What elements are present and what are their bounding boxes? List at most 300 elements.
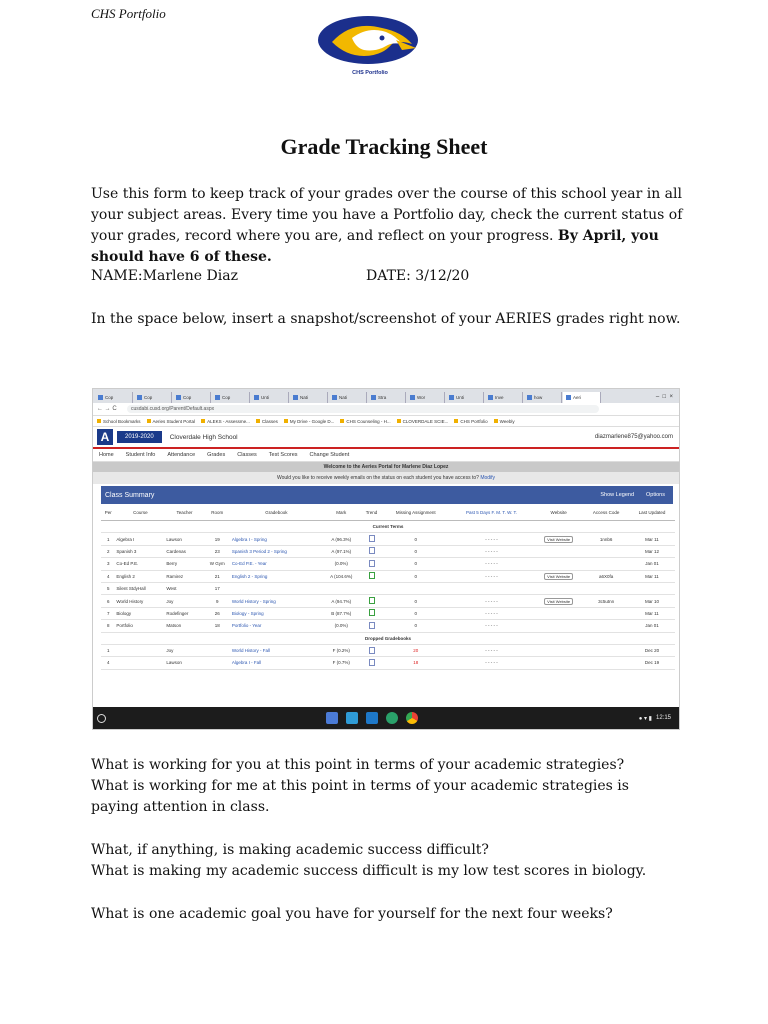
cell-teacher-text: Ramirez (166, 573, 184, 579)
cell-per (101, 620, 115, 632)
aeries-screenshot (92, 388, 680, 730)
cell-course (115, 607, 165, 619)
column-header: Room (204, 504, 231, 521)
cell-mark-text: (0.0%) (334, 561, 348, 567)
cell-website (534, 620, 583, 632)
menu-item: Change Student (309, 452, 350, 458)
tab-favicon-icon (215, 395, 220, 400)
nav-arrows-icon: ← → C (97, 406, 117, 412)
app-icon (366, 712, 378, 724)
trend-icon (361, 595, 383, 607)
cell-days-text: - - - - - (485, 648, 498, 654)
tab-label: Cop (222, 395, 231, 400)
cell-updated (629, 620, 675, 632)
cell-per-text: 1 (106, 536, 110, 542)
cell-missing (382, 570, 449, 582)
cell-website-text: Visit Website (544, 598, 573, 605)
show-legend: Show Legend (600, 492, 635, 498)
bookmark-icon (397, 419, 401, 423)
menu-item: Attendance (167, 452, 196, 458)
class-summary-table (101, 504, 675, 670)
cell-course (115, 595, 165, 607)
tab-label: Nati (339, 395, 348, 400)
os-taskbar (93, 707, 679, 729)
tab-label: how (534, 395, 543, 400)
cell-missing-text: 0 (414, 561, 417, 567)
cell-missing-text: 0 (414, 610, 417, 616)
cell-code (583, 595, 629, 607)
bookmark-item (97, 419, 141, 424)
table-row (101, 595, 675, 607)
account-email: diazmarlene875@yahoo.com (594, 434, 673, 440)
weekly-email-prompt (93, 472, 679, 484)
browser-tab (563, 392, 601, 403)
cell-mark (322, 558, 361, 570)
question-1: What is working for you at this point in terms of your academic strategies? (91, 757, 625, 773)
column-header: Gradebook (231, 504, 322, 521)
cell-gradebook (231, 582, 322, 594)
cell-course-text: English 2 (116, 573, 135, 579)
cell-per-text: 4 (106, 573, 110, 579)
trend-icon (361, 582, 383, 594)
cell-days (449, 607, 534, 619)
cell-mark (322, 533, 361, 545)
cell-course (115, 620, 165, 632)
cell-days (449, 533, 534, 545)
bookmark-item (494, 419, 515, 424)
bookmark-item (147, 419, 196, 424)
table-row (101, 533, 675, 545)
tab-favicon-icon (293, 395, 298, 400)
browser-tab (290, 392, 328, 403)
cell-code (583, 570, 629, 582)
intro-text: Use this form to keep track of your grades over the course of this school year in all your subject areas. Every time you have a Portfolio day, check the current status of your grades, record where you are, and reflect on your progress. (91, 186, 683, 244)
cell-updated-text: Mar 11 (645, 610, 659, 616)
trend-chart-icon (369, 560, 375, 567)
cell-course (115, 533, 165, 545)
cell-gradebook (231, 657, 322, 669)
bookmark-label: ALEKS - Assessme... (207, 418, 250, 424)
cell-per-text: 8 (106, 623, 110, 629)
cell-gradebook (231, 644, 322, 656)
table-row (101, 607, 675, 619)
bookmark-icon (494, 419, 498, 423)
menu-item: Grades (207, 452, 226, 458)
cell-missing (382, 582, 449, 594)
cell-missing-text: 0 (414, 548, 417, 554)
bookmark-label: Aeries Student Portal (152, 418, 196, 424)
options-menu: Options (646, 492, 665, 498)
cell-room-text: 21 (214, 573, 220, 579)
intro-paragraph (91, 184, 691, 268)
cell-code (583, 657, 629, 669)
browser-tab (485, 392, 523, 403)
cell-updated (629, 657, 675, 669)
aeries-header (93, 427, 679, 449)
cell-website-text: Visit Website (544, 536, 573, 543)
cell-mark (322, 570, 361, 582)
bookmark-label: Weebly (499, 418, 515, 424)
group-label: Dropped Gradebooks (101, 632, 675, 644)
column-header: Access Code (583, 504, 629, 521)
cell-days-text: - - - - - (485, 598, 498, 604)
cell-mark-text: (0.0%) (334, 623, 348, 629)
bookmarks-bar (93, 416, 679, 427)
trend-icon (361, 644, 383, 656)
cell-missing-text: 0 (414, 598, 417, 604)
cell-mark-text: B (87.7%) (331, 610, 352, 616)
tab-favicon-icon (488, 395, 493, 400)
cell-per-text: 2 (106, 548, 110, 554)
window-controls: – □ × (655, 394, 673, 400)
instruction-text: In the space below, insert a snapshot/screenshot of your AERIES grades right now. (91, 311, 681, 327)
cell-updated (629, 644, 675, 656)
class-summary-bar (101, 486, 673, 504)
trend-icon (361, 570, 383, 582)
question-3: What is one academic goal you have for yourself for the next four weeks? (91, 906, 613, 922)
cell-room-text: 9 (215, 598, 219, 604)
cell-teacher-text: Cardenas (166, 548, 186, 554)
cell-per-text: 6 (106, 598, 110, 604)
cell-days-text: - - - - - (485, 623, 498, 629)
cell-room (204, 657, 231, 669)
tab-favicon-icon (371, 395, 376, 400)
cell-missing (382, 607, 449, 619)
cell-days (449, 644, 534, 656)
cell-missing-text: 0 (414, 573, 417, 579)
cell-course (115, 657, 165, 669)
menu-item: Test Scores (268, 452, 298, 458)
cell-gradebook (231, 545, 322, 557)
cell-gradebook (231, 607, 322, 619)
aeries-menu (93, 449, 679, 462)
cell-per (101, 644, 115, 656)
cell-room (204, 570, 231, 582)
status-icons: ● ▾ ▮ (638, 715, 652, 722)
system-tray (639, 715, 671, 722)
cell-per-text: 7 (106, 610, 110, 616)
cell-gradebook (231, 595, 322, 607)
cell-updated-text: Dec 19 (644, 660, 660, 666)
cell-missing (382, 533, 449, 545)
cell-teacher (165, 657, 203, 669)
table-row (101, 558, 675, 570)
cell-website (534, 545, 583, 557)
bookmark-icon (147, 419, 151, 423)
cell-course-text: Co-Ed P.E. (116, 561, 139, 567)
name-field: NAME:Marlene Diaz (91, 268, 238, 284)
cell-updated (629, 570, 675, 582)
cell-days-text: - - - - - (485, 548, 498, 554)
launcher-icon (97, 714, 106, 723)
cell-mark-text: A (97.1%) (331, 548, 352, 554)
column-header: Past 5 Days F. M. T. W. T. (449, 504, 534, 521)
cell-mark (322, 607, 361, 619)
cell-per-text: 1 (106, 648, 110, 654)
cell-missing (382, 644, 449, 656)
cell-mark-text: A (94.7%) (331, 598, 352, 604)
bookmark-label: CLOVERDALE SCIE... (402, 418, 449, 424)
cell-per (101, 545, 115, 557)
tab-favicon-icon (332, 395, 337, 400)
cell-code-text: a6X0fa (599, 573, 614, 579)
cell-days (449, 657, 534, 669)
cell-course (115, 644, 165, 656)
answer-1: What is working for me at this point in terms of your academic strategies is paying attention in class. (91, 778, 629, 815)
column-header: Course (115, 504, 165, 521)
header-text: CHS Portfolio (91, 6, 166, 21)
cell-mark-text: F (0.7%) (332, 660, 350, 666)
cell-gradebook (231, 620, 322, 632)
cell-room-text: 18 (214, 623, 220, 629)
cell-teacher-text: Joy (166, 598, 174, 604)
cell-teacher-text: Joy (166, 648, 174, 654)
cell-per-text: 4 (106, 660, 110, 666)
trend-chart-icon (369, 647, 375, 654)
column-header: Website (534, 504, 583, 521)
cell-code (583, 545, 629, 557)
cell-course (115, 570, 165, 582)
cell-mark (322, 657, 361, 669)
cell-room-text: W Gym (209, 561, 225, 567)
browser-tab (524, 392, 562, 403)
cell-updated (629, 545, 675, 557)
cell-room (204, 595, 231, 607)
modify-link: Modify (480, 475, 496, 481)
cell-mark-text: F (0.2%) (332, 648, 350, 654)
tab-label: Cop (105, 395, 114, 400)
trend-chart-icon (369, 622, 375, 629)
cell-per-text: 3 (106, 561, 110, 567)
url-text: cusdabi.cusd.org/Parent/Default.aspx (127, 405, 599, 413)
browser-tab (251, 392, 289, 403)
cell-days-text: - - - - - (485, 610, 498, 616)
trend-chart-icon (369, 609, 375, 616)
column-header: Missing Assignment (382, 504, 449, 521)
cell-course-text: Algebra I (116, 536, 135, 542)
cell-updated-text: Dec 20 (644, 648, 660, 654)
cell-teacher (165, 558, 203, 570)
cell-room-text: 23 (214, 548, 220, 554)
clock: 12:15 (655, 715, 671, 721)
cell-gradebook (231, 570, 322, 582)
table-row (101, 657, 675, 669)
cell-missing (382, 620, 449, 632)
cell-updated (629, 533, 675, 545)
welcome-banner: Welcome to the Aeries Portal for Marlene Diaz Lopez (93, 462, 679, 472)
cell-website-text: Visit Website (544, 573, 573, 580)
date-field: DATE: 3/12/20 (366, 268, 470, 284)
logo-caption: CHS Portfolio (352, 70, 388, 76)
tab-favicon-icon (527, 395, 532, 400)
cell-days (449, 595, 534, 607)
cell-teacher (165, 595, 203, 607)
bookmark-item (397, 419, 449, 424)
tab-favicon-icon (566, 395, 571, 400)
intro-bold-text: By April, you should have 6 of these. (91, 228, 659, 265)
tab-favicon-icon (410, 395, 415, 400)
browser-urlbar (93, 403, 679, 416)
cell-code (583, 620, 629, 632)
trend-icon (361, 558, 383, 570)
bookmark-icon (201, 419, 205, 423)
cell-teacher-text: Matson (166, 623, 182, 629)
browser-tab (212, 392, 250, 403)
tab-label: Cop (183, 395, 192, 400)
cell-mark-text: A (96.3%) (331, 536, 352, 542)
browser-tab (134, 392, 172, 403)
cell-missing (382, 595, 449, 607)
cell-website (534, 570, 583, 582)
bookmark-label: School Bookmarks (103, 418, 141, 424)
cell-updated-text: Mar 11 (645, 573, 659, 579)
page-title: Grade Tracking Sheet (280, 134, 488, 159)
trend-chart-icon (369, 597, 375, 604)
tab-favicon-icon (98, 395, 103, 400)
cell-updated-text: Mar 10 (644, 598, 659, 604)
cell-teacher (165, 545, 203, 557)
bookmark-label: My Drive - Google D... (289, 418, 335, 424)
column-header: Last Updated (629, 504, 675, 521)
school-year: 2019-2020 (117, 431, 162, 443)
cell-per (101, 595, 115, 607)
bookmark-icon (256, 419, 260, 423)
cell-updated (629, 582, 675, 594)
cell-room (204, 558, 231, 570)
cell-room (204, 582, 231, 594)
cell-course (115, 558, 165, 570)
trend-icon (361, 620, 383, 632)
tab-label: Cop (144, 395, 153, 400)
cell-per (101, 607, 115, 619)
cell-gradebook-text: Algebra I - Fall (231, 660, 262, 666)
table-row (101, 570, 675, 582)
cell-course (115, 545, 165, 557)
table-row (101, 644, 675, 656)
cell-days-text: - - - - - (485, 561, 498, 567)
cell-website (534, 582, 583, 594)
cell-website (534, 607, 583, 619)
browser-tabbar (93, 389, 679, 403)
cell-teacher (165, 533, 203, 545)
trend-chart-icon (369, 572, 375, 579)
cell-updated-text: Jan 01 (645, 561, 659, 567)
app-icon (346, 712, 358, 724)
cell-website (534, 595, 583, 607)
cell-code-text: 3c5utnn (598, 598, 615, 604)
cell-gradebook-text: World History - Fall (231, 648, 270, 654)
cell-website (534, 558, 583, 570)
trend-icon (361, 533, 383, 545)
chrome-icon (406, 712, 418, 724)
cell-teacher (165, 582, 203, 594)
aeries-logo-icon: A (97, 429, 113, 445)
cell-gradebook-text: Spanish 3 Period 2 - Spring (231, 548, 287, 554)
cell-missing-text: 18 (413, 660, 419, 666)
cell-course (115, 582, 165, 594)
cell-teacher-text: Lawson (166, 660, 182, 666)
trend-chart-icon (369, 659, 375, 666)
cell-gradebook-text: Portfolio - Year (231, 623, 262, 629)
bookmark-label: CHS Counseling - H... (346, 418, 391, 424)
browser-tab (95, 392, 133, 403)
cell-missing-text: 0 (414, 536, 417, 542)
bookmark-item (284, 419, 335, 424)
bookmark-item (454, 419, 487, 424)
cell-updated-text: Jan 01 (645, 623, 659, 629)
bookmark-icon (340, 419, 344, 423)
tab-label: Aeri (573, 395, 582, 400)
cell-code (583, 582, 629, 594)
app-icon (326, 712, 338, 724)
browser-tab (173, 392, 211, 403)
tab-label: Wor (417, 395, 426, 400)
cell-course-text: Silent StdyHall (116, 586, 146, 592)
question-2: What, if anything, is making academic success difficult? (91, 842, 489, 858)
table-row (101, 620, 675, 632)
column-header: Mark (322, 504, 361, 521)
tab-favicon-icon (254, 395, 259, 400)
cell-course-text: Portfolio (116, 623, 133, 629)
cell-teacher-text: West (166, 586, 177, 592)
cell-teacher-text: Rodefinger (166, 610, 189, 616)
cell-gradebook-text: English 2 - Spring (231, 573, 268, 579)
cell-gradebook (231, 558, 322, 570)
menu-item: Classes (237, 452, 257, 458)
cell-mark (322, 620, 361, 632)
cell-mark (322, 545, 361, 557)
bookmark-label: CHS Portfolio (460, 418, 488, 424)
cell-code (583, 558, 629, 570)
cell-updated-text: Mar 11 (645, 536, 659, 542)
cell-code (583, 607, 629, 619)
column-header: Trend (361, 504, 383, 521)
cell-room-text: 26 (214, 610, 220, 616)
tab-label: Inve (495, 395, 504, 400)
cell-missing (382, 545, 449, 557)
cell-course-text: World History (116, 598, 144, 604)
cell-per (101, 558, 115, 570)
browser-tab (446, 392, 484, 403)
cell-room (204, 533, 231, 545)
cell-per (101, 570, 115, 582)
cell-per-text: 5 (106, 586, 110, 592)
trend-icon (361, 607, 383, 619)
cell-gradebook-text: World History - Spring (231, 598, 276, 604)
cell-teacher (165, 570, 203, 582)
cell-updated-text: Mar 12 (644, 548, 659, 554)
bookmark-item (256, 419, 278, 424)
bookmark-icon (454, 419, 458, 423)
cell-room (204, 620, 231, 632)
cell-per (101, 657, 115, 669)
cell-updated (629, 558, 675, 570)
cell-website (534, 657, 583, 669)
browser-tab (407, 392, 445, 403)
tab-label: Unti (261, 395, 270, 400)
cell-room (204, 545, 231, 557)
cell-code (583, 533, 629, 545)
cell-teacher-text: Lawson (166, 536, 182, 542)
bookmark-icon (284, 419, 288, 423)
cell-gradebook-text: Co-Ed P.E. - Year (231, 561, 267, 567)
cell-teacher (165, 644, 203, 656)
tab-favicon-icon (137, 395, 142, 400)
cell-room-text: 19 (214, 536, 220, 542)
browser-tab (329, 392, 367, 403)
group-label: Current Terms (101, 521, 675, 533)
cell-gradebook-text: Algebra I - Spring (231, 536, 267, 542)
